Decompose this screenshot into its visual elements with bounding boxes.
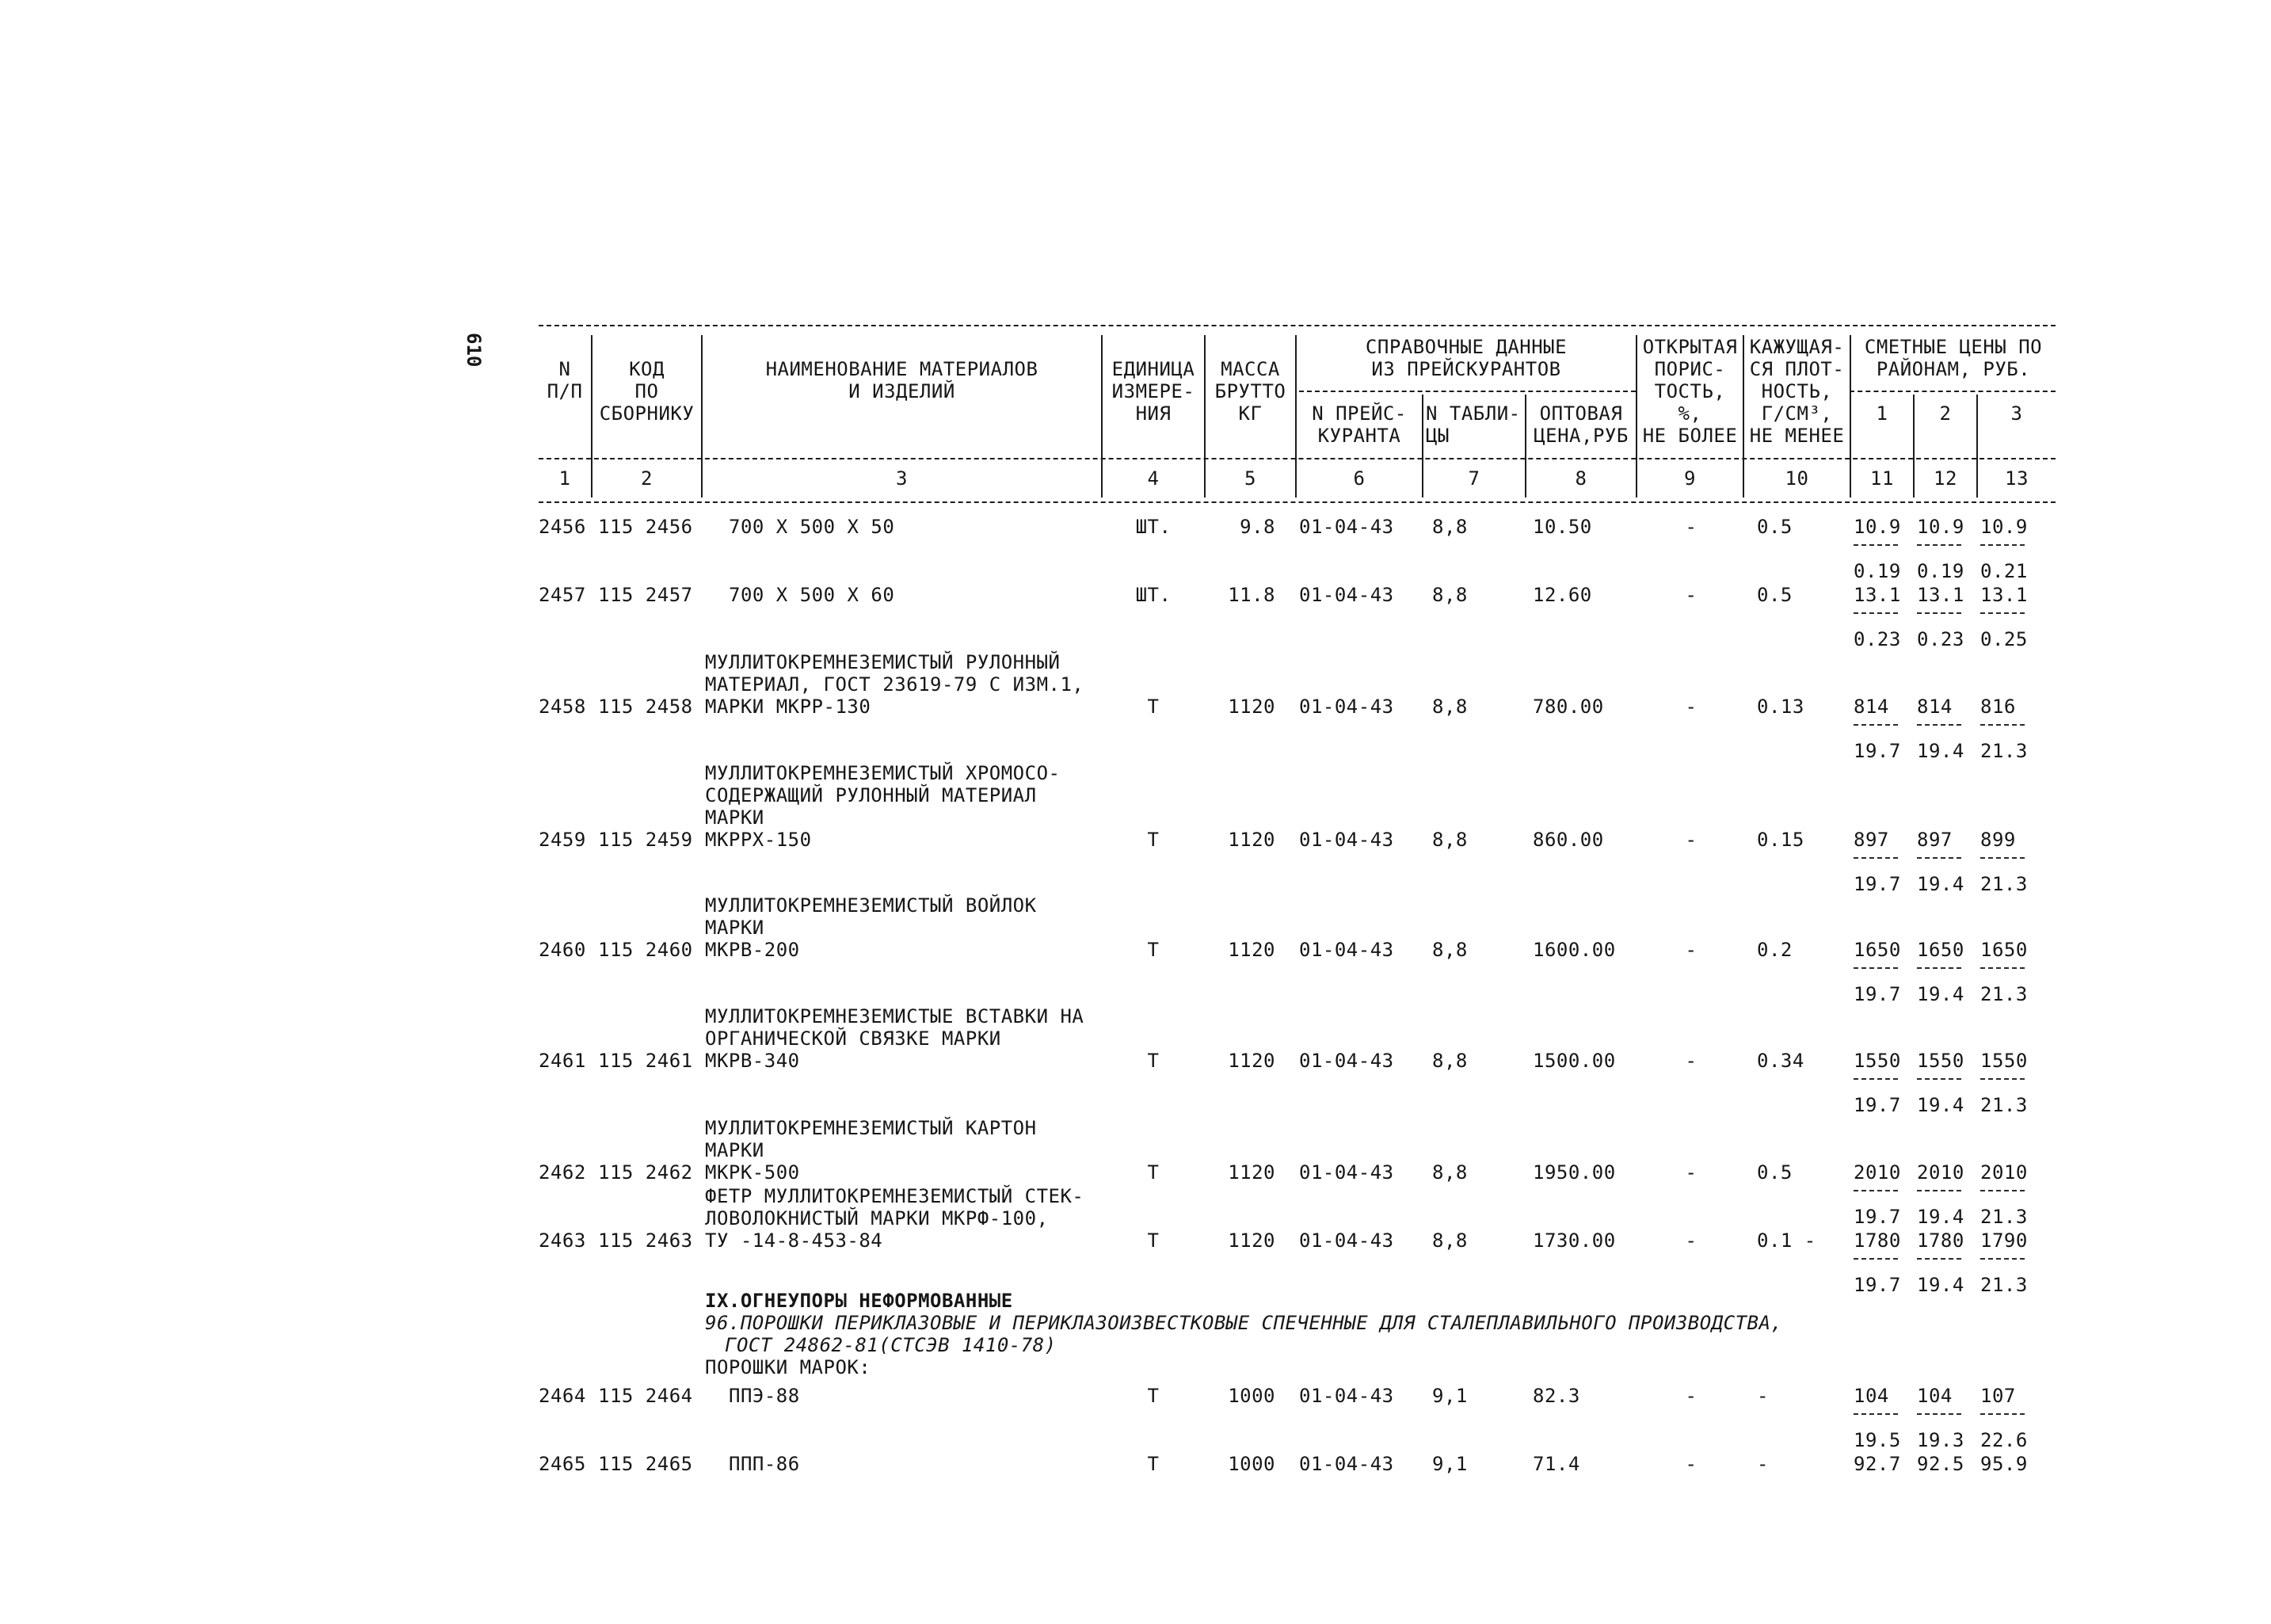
row-code: 115 2457: [598, 584, 693, 606]
row-table-no: 8,8: [1432, 939, 1468, 961]
row-price-region-1: 2010: [1854, 1161, 1901, 1184]
row-density: 0.13: [1757, 696, 1804, 718]
row-mass: 1000: [1228, 1385, 1275, 1407]
row-name: МАРКИ МКРР-130: [705, 696, 871, 718]
row-code: 115 2462: [598, 1161, 693, 1184]
fraction-line: [1854, 1413, 1898, 1415]
row-unit: Т: [1147, 1161, 1160, 1184]
row-price-region-3: 1550: [1980, 1050, 2028, 1072]
row-wholesale-price: 860.00: [1533, 829, 1604, 851]
row-wholesale-price: 1950.00: [1533, 1161, 1616, 1184]
row-wholesale-price: 1600.00: [1533, 939, 1616, 961]
fraction-line: [1980, 724, 2025, 726]
fraction-line: [1854, 1078, 1898, 1080]
row-surcharge-region-1: 19.7: [1854, 740, 1901, 762]
fraction-line: [1980, 1413, 2025, 1415]
row-pricelist: 01-04-43: [1299, 829, 1394, 851]
row-name: МУЛЛИТОКРЕМНЕЗЕМИСТЫЙ РУЛОННЫЙ: [705, 651, 1061, 673]
colnum: 13: [2005, 467, 2029, 490]
row-unit: Т: [1147, 1050, 1160, 1072]
fraction-line: [1980, 1258, 2025, 1260]
colnum: 4: [1147, 467, 1160, 490]
row-name: МУЛЛИТОКРЕМНЕЗЕМИСТЫЙ ХРОМОСО-: [705, 762, 1061, 784]
row-mass: 1000: [1228, 1453, 1275, 1475]
row-unit: Т: [1147, 939, 1160, 961]
fraction-line: [1917, 1258, 1961, 1260]
row-wholesale-price: 1500.00: [1533, 1050, 1616, 1072]
row-density: 0.34: [1757, 1050, 1804, 1072]
row-surcharge-region-1: 19.7: [1854, 873, 1901, 895]
colnum: 8: [1575, 467, 1587, 490]
row-name: 700 X 500 X 50: [729, 516, 895, 538]
row-number: 2465: [539, 1453, 586, 1475]
section-subtitle-2: ГОСТ 24862-81(СТСЭВ 1410-78): [725, 1334, 1057, 1356]
brands-label: ПОРОШКИ МАРОК:: [705, 1356, 871, 1378]
row-name: МАРКИ: [705, 806, 764, 829]
row-surcharge-region-2: 0.19: [1917, 560, 1964, 582]
fraction-line: [1980, 1190, 2025, 1191]
row-table-no: 8,8: [1432, 829, 1468, 851]
colnum: 5: [1244, 467, 1256, 490]
row-unit: Т: [1147, 1385, 1160, 1407]
header-region-1: 1: [1876, 402, 1888, 425]
row-price-region-1: 1650: [1854, 939, 1901, 961]
row-name: МАРКИ: [705, 1139, 764, 1161]
row-surcharge-region-3: 0.21: [1980, 560, 2028, 582]
fraction-line: [1917, 724, 1961, 726]
row-porosity: -: [1685, 696, 1698, 718]
row-surcharge-region-3: 21.3: [1980, 873, 2028, 895]
row-table-no: 9,1: [1432, 1385, 1468, 1407]
row-name: ЛОВОЛОКНИСТЫЙ МАРКИ МКРФ-100,: [705, 1207, 1049, 1229]
row-price-region-2: 814: [1917, 696, 1953, 718]
row-table-no: 8,8: [1432, 516, 1468, 538]
fraction-line: [1854, 612, 1898, 614]
fraction-line: [1854, 967, 1898, 969]
row-code: 115 2459: [598, 829, 693, 851]
row-number: 2456: [539, 516, 586, 538]
row-number: 2462: [539, 1161, 586, 1184]
row-name: МКРВ-340: [705, 1050, 800, 1072]
fraction-line: [1980, 967, 2025, 969]
row-density: 0.5: [1757, 584, 1793, 606]
fraction-line: [1917, 612, 1961, 614]
header-ref-group: СПРАВОЧНЫЕ ДАННЫЕ: [1365, 336, 1568, 358]
colnum: 2: [641, 467, 653, 490]
row-code: 115 2464: [598, 1385, 693, 1407]
row-price-region-2: 10.9: [1917, 516, 1964, 538]
row-mass: 1120: [1228, 696, 1275, 718]
header-region-3: 3: [2010, 402, 2023, 425]
header-prices-group: СМЕТНЫЕ ЦЕНЫ ПО: [1864, 336, 2043, 358]
row-price-region-3: 1650: [1980, 939, 2028, 961]
row-price-region-1: 814: [1854, 696, 1889, 718]
row-pricelist: 01-04-43: [1299, 584, 1394, 606]
row-price-region-3: 1790: [1980, 1229, 2028, 1252]
fraction-line: [1854, 1258, 1898, 1260]
row-surcharge-region-1: 19.7: [1854, 1094, 1901, 1116]
fraction-line: [1854, 1190, 1898, 1191]
fraction-line: [1980, 612, 2025, 614]
row-number: 2459: [539, 829, 586, 851]
row-pricelist: 01-04-43: [1299, 696, 1394, 718]
row-surcharge-region-2: 19.3: [1917, 1429, 1964, 1451]
header-table-no: N ТАБЛИ-: [1426, 402, 1521, 425]
row-number: 2460: [539, 939, 586, 961]
row-name: МУЛЛИТОКРЕМНЕЗЕМИСТЫЕ ВСТАВКИ НА: [705, 1005, 1084, 1027]
fraction-line: [1980, 857, 2025, 859]
row-surcharge-region-2: 19.4: [1917, 740, 1964, 762]
row-name: СОДЕРЖАЩИЙ РУЛОННЫЙ МАТЕРИАЛ: [705, 784, 1037, 806]
row-porosity: -: [1685, 1161, 1698, 1184]
row-number: 2464: [539, 1385, 586, 1407]
row-price-region-2: 104: [1917, 1385, 1953, 1407]
row-pricelist: 01-04-43: [1299, 1453, 1394, 1475]
row-wholesale-price: 82.3: [1533, 1385, 1580, 1407]
row-name: МКРВ-200: [705, 939, 800, 961]
row-price-region-1: 1550: [1854, 1050, 1901, 1072]
colnum: 1: [558, 467, 571, 490]
row-table-no: 9,1: [1432, 1453, 1468, 1475]
row-table-no: 8,8: [1432, 1161, 1468, 1184]
header-name: НАИМЕНОВАНИЕ МАТЕРИАЛОВ: [765, 358, 1038, 380]
row-surcharge-region-3: 21.3: [1980, 1094, 2028, 1116]
header-pricelist: N ПРЕЙС-: [1312, 402, 1407, 425]
row-mass: 1120: [1228, 939, 1275, 961]
row-code: 115 2461: [598, 1050, 693, 1072]
row-density: -: [1757, 1453, 1769, 1475]
row-price-region-1: 13.1: [1854, 584, 1901, 606]
row-price-region-2: 897: [1917, 829, 1953, 851]
row-number: 2458: [539, 696, 586, 718]
row-mass: 1120: [1228, 829, 1275, 851]
row-table-no: 8,8: [1432, 584, 1468, 606]
colnum: 9: [1684, 467, 1696, 490]
row-wholesale-price: 12.60: [1533, 584, 1592, 606]
row-price-region-2: 13.1: [1917, 584, 1964, 606]
row-name: ФЕТР МУЛЛИТОКРЕМНЕЗЕМИСТЫЙ СТЕК-: [705, 1185, 1084, 1207]
row-pricelist: 01-04-43: [1299, 1161, 1394, 1184]
row-unit: Т: [1147, 1453, 1160, 1475]
fraction-line: [1917, 967, 1961, 969]
row-unit: Т: [1147, 696, 1160, 718]
row-surcharge-region-1: 19.7: [1854, 1274, 1901, 1296]
fraction-line: [1854, 724, 1898, 726]
row-code: 115 2463: [598, 1229, 693, 1252]
row-density: 0.15: [1757, 829, 1804, 851]
row-price-region-3: 107: [1980, 1385, 2016, 1407]
row-surcharge-region-2: 19.4: [1917, 983, 1964, 1005]
row-price-region-3: 95.9: [1980, 1453, 2028, 1475]
fraction-line: [1917, 1078, 1961, 1080]
row-code: 115 2456: [598, 516, 693, 538]
page-number: 610: [463, 333, 485, 368]
row-porosity: -: [1685, 1385, 1698, 1407]
row-pricelist: 01-04-43: [1299, 516, 1394, 538]
row-number: 2463: [539, 1229, 586, 1252]
row-wholesale-price: 780.00: [1533, 696, 1604, 718]
header-num: N: [558, 358, 571, 380]
fraction-line: [1917, 544, 1961, 546]
row-pricelist: 01-04-43: [1299, 939, 1394, 961]
fraction-line: [1980, 544, 2025, 546]
row-code: 115 2460: [598, 939, 693, 961]
row-surcharge-region-2: 19.4: [1917, 1094, 1964, 1116]
row-name: МАТЕРИАЛ, ГОСТ 23619-79 С ИЗМ.1,: [705, 673, 1084, 696]
header-density: КАЖУЩАЯ-: [1749, 336, 1845, 358]
row-surcharge-region-3: 21.3: [1980, 740, 2028, 762]
row-table-no: 8,8: [1432, 1050, 1468, 1072]
row-table-no: 8,8: [1432, 696, 1468, 718]
row-porosity: -: [1685, 516, 1698, 538]
row-surcharge-region-1: 0.23: [1854, 628, 1901, 650]
row-porosity: -: [1685, 939, 1698, 961]
row-price-region-2: 2010: [1917, 1161, 1964, 1184]
row-code: 115 2458: [598, 696, 693, 718]
row-surcharge-region-1: 19.5: [1854, 1429, 1901, 1451]
fraction-line: [1854, 544, 1898, 546]
row-name: МУЛЛИТОКРЕМНЕЗЕМИСТЫЙ ВОЙЛОК: [705, 894, 1037, 917]
row-unit: Т: [1147, 1229, 1160, 1252]
colnum: 6: [1353, 467, 1366, 490]
fraction-line: [1917, 857, 1961, 859]
row-price-region-1: 104: [1854, 1385, 1889, 1407]
row-unit: ШТ.: [1135, 584, 1172, 606]
row-density: -: [1757, 1385, 1769, 1407]
row-density: 0.5: [1757, 1161, 1793, 1184]
row-mass: 11.8: [1228, 584, 1275, 606]
row-name: МАРКИ: [705, 917, 764, 939]
row-name: ТУ -14-8-453-84: [705, 1229, 883, 1252]
header-mass: МАССА: [1221, 358, 1280, 380]
fraction-line: [1917, 1190, 1961, 1191]
section-title: IX.ОГНЕУПОРЫ НЕФОРМОВАННЫЕ: [705, 1290, 1013, 1312]
section-subtitle: 96.ПОРОШКИ ПЕРИКЛАЗОВЫЕ И ПЕРИКЛАЗОИЗВЕСТКОВЫЕ СПЕЧЕННЫЕ ДЛЯ СТАЛЕПЛАВИЛЬНОГО ПРОИЗВОДСТВА,: [705, 1312, 1783, 1334]
row-porosity: -: [1685, 1229, 1698, 1252]
row-surcharge-region-3: 21.3: [1980, 1274, 2028, 1296]
row-surcharge-region-2: 0.23: [1917, 628, 1964, 650]
row-name: ППП-86: [729, 1453, 800, 1475]
row-price-region-1: 897: [1854, 829, 1889, 851]
row-price-region-1: 10.9: [1854, 516, 1901, 538]
row-pricelist: 01-04-43: [1299, 1050, 1394, 1072]
row-pricelist: 01-04-43: [1299, 1229, 1394, 1252]
row-mass: 1120: [1228, 1229, 1275, 1252]
row-surcharge-region-2: 19.4: [1917, 1206, 1964, 1228]
fraction-line: [1980, 1078, 2025, 1080]
header-porosity: ОТКРЫТАЯ: [1642, 336, 1738, 358]
row-name: МКРК-500: [705, 1161, 800, 1184]
row-name: 700 X 500 X 60: [729, 584, 895, 606]
row-surcharge-region-1: 19.7: [1854, 1206, 1901, 1228]
fraction-line: [1917, 1413, 1961, 1415]
row-surcharge-region-2: 19.4: [1917, 873, 1964, 895]
row-surcharge-region-3: 0.25: [1980, 628, 2028, 650]
row-mass: 1120: [1228, 1161, 1275, 1184]
fraction-line: [1854, 857, 1898, 859]
header-code: КОД: [629, 358, 665, 380]
row-density: 0.5: [1757, 516, 1793, 538]
row-code: 115 2465: [598, 1453, 693, 1475]
row-density: 0.1 -: [1757, 1229, 1816, 1252]
row-name: ППЭ-88: [729, 1385, 800, 1407]
row-surcharge-region-2: 19.4: [1917, 1274, 1964, 1296]
colnum: 10: [1785, 467, 1809, 490]
row-price-region-3: 13.1: [1980, 584, 2028, 606]
row-price-region-3: 899: [1980, 829, 2016, 851]
row-wholesale-price: 71.4: [1533, 1453, 1580, 1475]
colnum: 12: [1934, 467, 1957, 490]
row-price-region-3: 2010: [1980, 1161, 2028, 1184]
row-porosity: -: [1685, 584, 1698, 606]
colnum: 11: [1870, 467, 1894, 490]
row-surcharge-region-3: 21.3: [1980, 1206, 2028, 1228]
row-number: 2461: [539, 1050, 586, 1072]
colnum: 7: [1468, 467, 1480, 490]
row-wholesale-price: 10.50: [1533, 516, 1592, 538]
row-density: 0.2: [1757, 939, 1793, 961]
row-surcharge-region-1: 0.19: [1854, 560, 1901, 582]
header-region-2: 2: [1939, 402, 1952, 425]
row-number: 2457: [539, 584, 586, 606]
row-porosity: -: [1685, 1050, 1698, 1072]
row-price-region-2: 1780: [1917, 1229, 1964, 1252]
row-pricelist: 01-04-43: [1299, 1385, 1394, 1407]
row-unit: ШТ.: [1135, 516, 1172, 538]
row-mass: 1120: [1228, 1050, 1275, 1072]
row-table-no: 8,8: [1432, 1229, 1468, 1252]
row-price-region-2: 1650: [1917, 939, 1964, 961]
row-name: МУЛЛИТОКРЕМНЕЗЕМИСТЫЙ КАРТОН: [705, 1117, 1037, 1139]
row-price-region-3: 10.9: [1980, 516, 2028, 538]
row-name: ОРГАНИЧЕСКОЙ СВЯЗКЕ МАРКИ: [705, 1027, 1001, 1050]
row-surcharge-region-1: 19.7: [1854, 983, 1901, 1005]
header-wholesale: ОПТОВАЯ: [1539, 402, 1623, 425]
row-price-region-1: 1780: [1854, 1229, 1901, 1252]
row-price-region-2: 92.5: [1917, 1453, 1964, 1475]
row-porosity: -: [1685, 829, 1698, 851]
row-surcharge-region-3: 21.3: [1980, 983, 2028, 1005]
header-unit: ЕДИНИЦА: [1111, 358, 1195, 380]
row-surcharge-region-3: 22.6: [1980, 1429, 2028, 1451]
row-unit: Т: [1147, 829, 1160, 851]
row-wholesale-price: 1730.00: [1533, 1229, 1616, 1252]
row-price-region-2: 1550: [1917, 1050, 1964, 1072]
row-name: МКРРХ-150: [705, 829, 812, 851]
row-price-region-3: 816: [1980, 696, 2016, 718]
row-mass: 9.8: [1240, 516, 1275, 538]
colnum: 3: [896, 467, 908, 490]
row-price-region-1: 92.7: [1854, 1453, 1901, 1475]
row-porosity: -: [1685, 1453, 1698, 1475]
